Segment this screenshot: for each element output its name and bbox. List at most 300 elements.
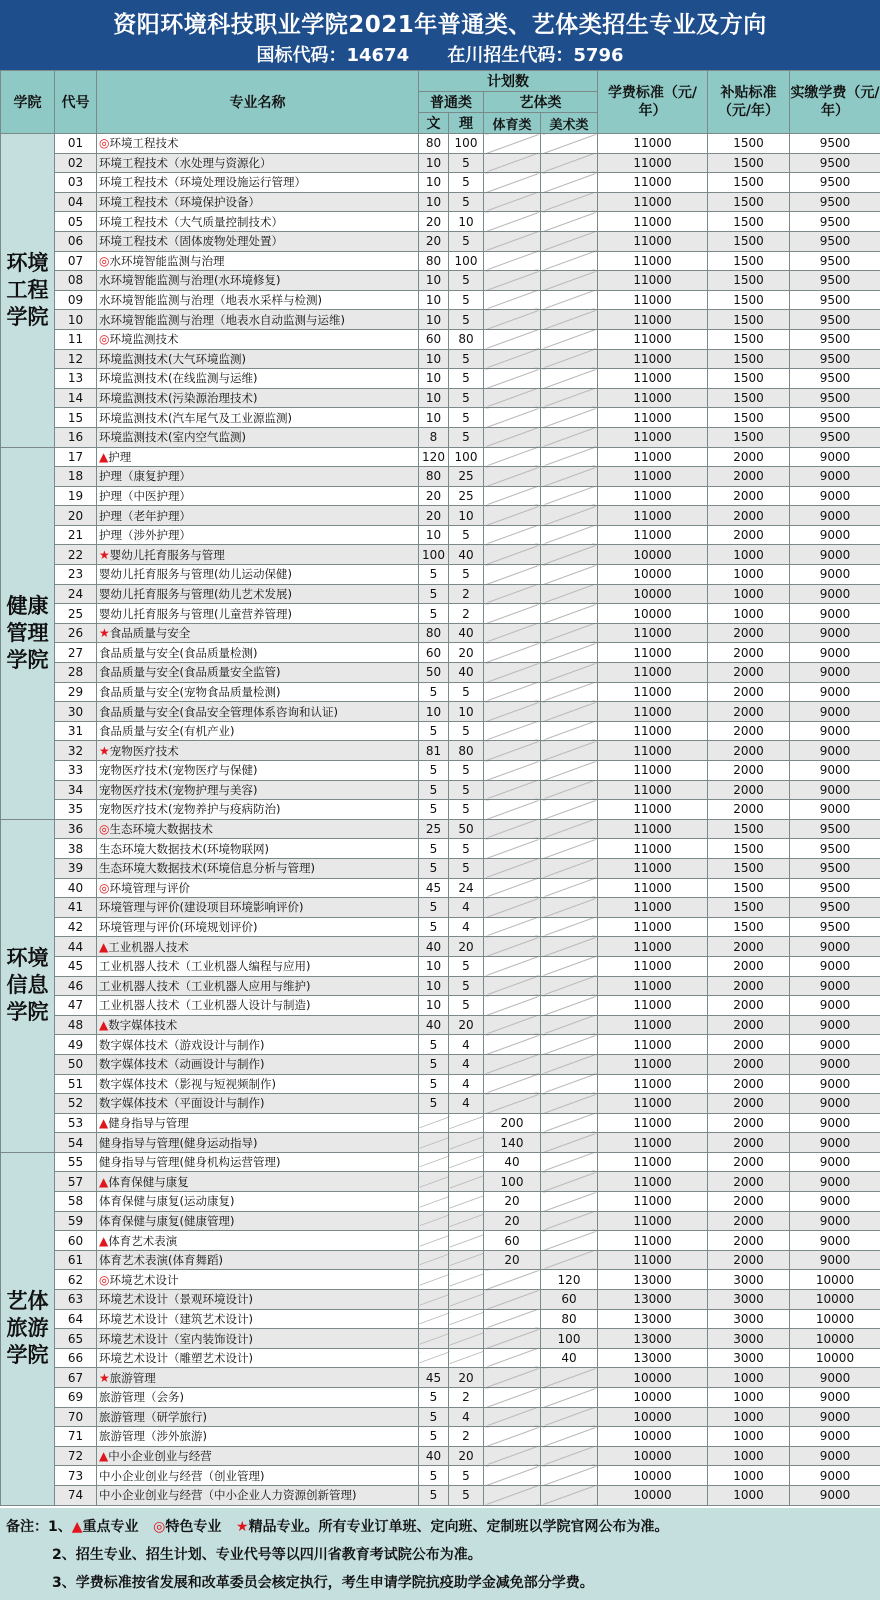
plan-wen <box>419 1250 449 1270</box>
plan-sports <box>484 310 541 330</box>
plan-wen: 20 <box>419 212 449 232</box>
table-row <box>1 447 880 467</box>
major-name: 宠物医疗技术(宠物医疗与保健) <box>99 763 258 778</box>
major-name: 护理（中医护理） <box>99 488 191 503</box>
major-name-cell <box>97 290 419 310</box>
tuition: 11000 <box>598 643 708 663</box>
subsidy: 2000 <box>708 1074 790 1094</box>
note-line-1 <box>6 1516 669 1536</box>
major-name: 旅游管理（会务) <box>99 1390 184 1405</box>
major-name-cell <box>97 956 419 976</box>
subsidy: 1000 <box>708 1466 790 1486</box>
plan-fine-arts <box>541 1427 598 1447</box>
featured-major-label: 特色专业 <box>165 1519 222 1535</box>
plan-sports: 40 <box>484 1152 541 1172</box>
major-code: 44 <box>55 937 97 957</box>
major-code: 19 <box>55 486 97 506</box>
plan-sports <box>484 1035 541 1055</box>
plan-sports <box>484 1270 541 1290</box>
major-code: 38 <box>55 839 97 859</box>
major-name-cell <box>97 1054 419 1074</box>
major-code: 13 <box>55 369 97 389</box>
tuition: 11000 <box>598 721 708 741</box>
tuition: 11000 <box>598 702 708 722</box>
plan-sports <box>484 427 541 447</box>
major-name-cell <box>97 1094 419 1114</box>
tuition: 11000 <box>598 271 708 291</box>
plan-fine-arts <box>541 682 598 702</box>
plan-fine-arts <box>541 212 598 232</box>
key-major-icon: ▲ <box>99 1018 109 1033</box>
plan-wen: 10 <box>419 408 449 428</box>
subsidy: 2000 <box>708 741 790 761</box>
col-tuition: 学费标准（元/年） <box>598 71 708 134</box>
major-code: 23 <box>55 565 97 585</box>
plan-wen: 5 <box>419 898 449 918</box>
major-code: 27 <box>55 643 97 663</box>
featured-major-icon: ◎ <box>99 253 110 268</box>
plan-fine-arts <box>541 388 598 408</box>
tuition: 10000 <box>598 1466 708 1486</box>
plan-fine-arts <box>541 369 598 389</box>
table-row <box>1 329 880 349</box>
subsidy: 1500 <box>708 898 790 918</box>
subsidy: 3000 <box>708 1309 790 1329</box>
plan-fine-arts <box>541 1407 598 1427</box>
key-major-icon: ▲ <box>99 1174 109 1189</box>
major-name-cell <box>97 1035 419 1055</box>
table-row <box>1 506 880 526</box>
major-code: 33 <box>55 761 97 781</box>
actual-fee: 9500 <box>790 231 880 251</box>
subsidy: 2000 <box>708 976 790 996</box>
actual-fee: 9500 <box>790 839 880 859</box>
major-code: 14 <box>55 388 97 408</box>
major-code: 48 <box>55 1015 97 1035</box>
plan-wen: 5 <box>419 1466 449 1486</box>
tuition: 11000 <box>598 976 708 996</box>
plan-fine-arts <box>541 486 598 506</box>
major-name-cell <box>97 1466 419 1486</box>
plan-wen: 20 <box>419 506 449 526</box>
plan-li: 5 <box>449 349 484 369</box>
subsidy: 1500 <box>708 878 790 898</box>
actual-fee: 9000 <box>790 1054 880 1074</box>
plan-li: 20 <box>449 1446 484 1466</box>
major-name: 环境工程技术（环境保护设备） <box>99 195 260 210</box>
featured-major-icon: ◎ <box>99 1272 110 1287</box>
actual-fee: 9000 <box>790 525 880 545</box>
major-code: 28 <box>55 663 97 683</box>
major-code: 67 <box>55 1368 97 1388</box>
tuition: 11000 <box>598 173 708 193</box>
major-name-cell <box>97 604 419 624</box>
plan-li: 4 <box>449 898 484 918</box>
table-row <box>1 721 880 741</box>
plan-wen: 80 <box>419 623 449 643</box>
plan-wen <box>419 1290 449 1310</box>
plan-li: 25 <box>449 467 484 487</box>
table-row <box>1 1035 880 1055</box>
major-name-cell <box>97 682 419 702</box>
plan-wen: 5 <box>419 682 449 702</box>
tuition: 11000 <box>598 682 708 702</box>
subsidy: 1000 <box>708 1485 790 1505</box>
table-row <box>1 212 880 232</box>
plan-sports <box>484 173 541 193</box>
major-name-cell <box>97 1329 419 1349</box>
plan-sports <box>484 1368 541 1388</box>
major-name: 婴幼儿托育服务与管理(幼儿艺术发展) <box>99 586 292 601</box>
plan-sports <box>484 956 541 976</box>
plan-wen: 5 <box>419 917 449 937</box>
major-code: 50 <box>55 1054 97 1074</box>
plan-sports <box>484 663 541 683</box>
plan-fine-arts <box>541 565 598 585</box>
plan-wen <box>419 1231 449 1251</box>
major-code: 57 <box>55 1172 97 1192</box>
plan-li: 5 <box>449 839 484 859</box>
plan-li: 100 <box>449 251 484 271</box>
plan-li <box>449 1348 484 1368</box>
tuition: 10000 <box>598 604 708 624</box>
plan-li: 5 <box>449 231 484 251</box>
major-code: 41 <box>55 898 97 918</box>
table-row <box>1 819 880 839</box>
actual-fee: 9000 <box>790 1074 880 1094</box>
plan-li: 10 <box>449 212 484 232</box>
major-code: 72 <box>55 1446 97 1466</box>
major-name: 环境管理与评价 <box>109 880 190 895</box>
plan-wen: 81 <box>419 741 449 761</box>
actual-fee: 9500 <box>790 427 880 447</box>
plan-li <box>449 1329 484 1349</box>
subsidy: 1000 <box>708 1407 790 1427</box>
major-code: 20 <box>55 506 97 526</box>
quality-major-icon: ★ <box>99 1370 110 1385</box>
plan-fine-arts <box>541 447 598 467</box>
plan-fine-arts <box>541 192 598 212</box>
major-code: 51 <box>55 1074 97 1094</box>
plan-wen: 5 <box>419 1427 449 1447</box>
table-row <box>1 427 880 447</box>
major-code: 07 <box>55 251 97 271</box>
major-name-cell <box>97 388 419 408</box>
page-title: 资阳环境科技职业学院2021年普通类、艺体类招生专业及方向 <box>113 12 767 38</box>
plan-fine-arts <box>541 290 598 310</box>
actual-fee: 9000 <box>790 565 880 585</box>
plan-sports <box>484 839 541 859</box>
table-row <box>1 1407 880 1427</box>
major-name-cell <box>97 427 419 447</box>
major-name-cell <box>97 251 419 271</box>
major-name-cell <box>97 173 419 193</box>
plan-sports <box>484 761 541 781</box>
tuition: 11000 <box>598 134 708 154</box>
plan-wen <box>419 1329 449 1349</box>
plan-wen: 20 <box>419 231 449 251</box>
major-name: 数字媒体技术 <box>108 1018 178 1033</box>
table-row <box>1 1348 880 1368</box>
plan-wen <box>419 1309 449 1329</box>
table-row <box>1 780 880 800</box>
major-name: 中小企业创业与经营（中小企业人力资源创新管理) <box>99 1488 357 1503</box>
plan-li: 50 <box>449 819 484 839</box>
major-name-cell <box>97 153 419 173</box>
subsidy: 3000 <box>708 1329 790 1349</box>
plan-fine-arts <box>541 937 598 957</box>
tuition: 11000 <box>598 1113 708 1133</box>
tuition: 11000 <box>598 192 708 212</box>
tuition: 11000 <box>598 1231 708 1251</box>
major-name-cell <box>97 212 419 232</box>
tuition: 11000 <box>598 878 708 898</box>
subsidy: 2000 <box>708 682 790 702</box>
plan-sports <box>484 800 541 820</box>
actual-fee: 9500 <box>790 173 880 193</box>
table-row <box>1 290 880 310</box>
major-code: 08 <box>55 271 97 291</box>
major-name-cell <box>97 898 419 918</box>
plan-fine-arts <box>541 251 598 271</box>
plan-sports <box>484 917 541 937</box>
subsidy: 2000 <box>708 1250 790 1270</box>
featured-major-icon: ◎ <box>153 1519 166 1535</box>
major-code: 46 <box>55 976 97 996</box>
plan-sports <box>484 134 541 154</box>
plan-fine-arts <box>541 663 598 683</box>
tuition: 11000 <box>598 467 708 487</box>
major-name-cell <box>97 1427 419 1447</box>
plan-sports <box>484 1309 541 1329</box>
featured-major-icon: ◎ <box>99 822 110 837</box>
actual-fee: 9500 <box>790 388 880 408</box>
plan-li: 2 <box>449 1388 484 1408</box>
plan-sports <box>484 819 541 839</box>
plan-sports <box>484 898 541 918</box>
plan-wen: 10 <box>419 525 449 545</box>
col-general: 普通类 <box>419 92 484 113</box>
plan-li: 100 <box>449 134 484 154</box>
major-name: 环境工程技术（环境处理设施运行管理） <box>99 175 306 190</box>
plan-li: 5 <box>449 153 484 173</box>
actual-fee: 9500 <box>790 329 880 349</box>
plan-wen: 40 <box>419 1015 449 1035</box>
plan-sports <box>484 251 541 271</box>
plan-li: 5 <box>449 682 484 702</box>
subsidy: 1000 <box>708 565 790 585</box>
major-code: 12 <box>55 349 97 369</box>
quality-major-icon: ★ <box>99 743 110 758</box>
major-name-cell <box>97 486 419 506</box>
table-row <box>1 741 880 761</box>
actual-fee: 9000 <box>790 467 880 487</box>
plan-sports <box>484 486 541 506</box>
major-code: 39 <box>55 858 97 878</box>
plan-fine-arts <box>541 1054 598 1074</box>
table-row <box>1 663 880 683</box>
subsidy: 1500 <box>708 310 790 330</box>
table-row <box>1 1270 880 1290</box>
tuition: 11000 <box>598 819 708 839</box>
tuition: 11000 <box>598 1250 708 1270</box>
table-row <box>1 1250 880 1270</box>
plan-li: 5 <box>449 271 484 291</box>
col-sports: 体育类 <box>484 113 541 134</box>
plan-fine-arts <box>541 623 598 643</box>
subsidy: 1500 <box>708 839 790 859</box>
table-row <box>1 408 880 428</box>
national-code: 国标代码：14674 <box>256 45 410 66</box>
plan-sports <box>484 231 541 251</box>
plan-sports <box>484 192 541 212</box>
major-name: 环境管理与评价(建设项目环境影响评价) <box>99 900 304 915</box>
plan-fine-arts: 60 <box>541 1290 598 1310</box>
actual-fee: 9000 <box>790 447 880 467</box>
plan-sports <box>484 702 541 722</box>
table-row <box>1 996 880 1016</box>
plan-li: 5 <box>449 1485 484 1505</box>
major-code: 74 <box>55 1485 97 1505</box>
plan-sports <box>484 290 541 310</box>
featured-major-icon: ◎ <box>99 332 110 347</box>
actual-fee: 9000 <box>790 1113 880 1133</box>
major-name-cell <box>97 1074 419 1094</box>
subsidy: 2000 <box>708 721 790 741</box>
major-code: 21 <box>55 525 97 545</box>
plan-wen <box>419 1270 449 1290</box>
note-prefix: 备注：1、 <box>6 1519 72 1535</box>
plan-sports: 20 <box>484 1250 541 1270</box>
major-name: 环境监测技术(大气环境监测) <box>99 351 246 366</box>
plan-li: 25 <box>449 486 484 506</box>
plan-fine-arts <box>541 231 598 251</box>
actual-fee: 9000 <box>790 506 880 526</box>
table-row <box>1 1192 880 1212</box>
major-name-cell <box>97 1368 419 1388</box>
subsidy: 1500 <box>708 427 790 447</box>
plan-wen: 25 <box>419 819 449 839</box>
quality-major-icon: ★ <box>236 1519 249 1535</box>
tuition: 10000 <box>598 545 708 565</box>
quality-major-label: 精品专业。所有专业订单班、定向班、定制班以学院官网公布为准。 <box>248 1519 669 1535</box>
subsidy: 1500 <box>708 173 790 193</box>
table-row <box>1 702 880 722</box>
plan-li: 2 <box>449 584 484 604</box>
plan-wen: 10 <box>419 290 449 310</box>
plan-li: 5 <box>449 192 484 212</box>
subsidy: 2000 <box>708 663 790 683</box>
major-name-cell <box>97 1290 419 1310</box>
major-name: 宠物医疗技术(宠物养护与疫病防治) <box>99 802 281 817</box>
plan-li: 5 <box>449 956 484 976</box>
plan-sports: 20 <box>484 1211 541 1231</box>
major-name-cell <box>97 525 419 545</box>
subsidy: 2000 <box>708 1035 790 1055</box>
actual-fee: 9500 <box>790 192 880 212</box>
plan-fine-arts <box>541 1172 598 1192</box>
major-name-cell <box>97 1192 419 1212</box>
major-name-cell <box>97 584 419 604</box>
subsidy: 2000 <box>708 486 790 506</box>
plan-li: 5 <box>449 427 484 447</box>
plan-wen <box>419 1348 449 1368</box>
col-plan: 计划数 <box>419 71 598 92</box>
college-name: 健康管理学院 <box>1 447 55 819</box>
plan-sports <box>484 525 541 545</box>
major-name-cell <box>97 565 419 585</box>
major-name-cell <box>97 369 419 389</box>
major-code: 18 <box>55 467 97 487</box>
table-row <box>1 643 880 663</box>
table-row <box>1 1231 880 1251</box>
plan-wen: 100 <box>419 545 449 565</box>
actual-fee: 10000 <box>790 1309 880 1329</box>
major-code: 35 <box>55 800 97 820</box>
plan-fine-arts <box>541 1133 598 1153</box>
major-name: 中小企业创业与经营（创业管理) <box>99 1468 265 1483</box>
col-li: 理 <box>449 113 484 134</box>
plan-fine-arts <box>541 1388 598 1408</box>
tuition: 11000 <box>598 1172 708 1192</box>
tuition: 10000 <box>598 565 708 585</box>
tuition: 11000 <box>598 212 708 232</box>
sichuan-code: 在川招生代码：5796 <box>447 45 624 66</box>
major-name-cell <box>97 231 419 251</box>
major-code: 65 <box>55 1329 97 1349</box>
plan-li: 5 <box>449 976 484 996</box>
plan-wen: 5 <box>419 1094 449 1114</box>
table-row <box>1 1113 880 1133</box>
plan-sports <box>484 1348 541 1368</box>
major-code: 55 <box>55 1152 97 1172</box>
subsidy: 1500 <box>708 329 790 349</box>
tuition: 11000 <box>598 310 708 330</box>
plan-wen: 5 <box>419 858 449 878</box>
major-name-cell <box>97 1113 419 1133</box>
tuition: 10000 <box>598 1368 708 1388</box>
plan-fine-arts: 40 <box>541 1348 598 1368</box>
plan-sports: 20 <box>484 1192 541 1212</box>
plan-fine-arts <box>541 1094 598 1114</box>
subsidy: 2000 <box>708 525 790 545</box>
actual-fee: 9000 <box>790 1466 880 1486</box>
subsidy: 2000 <box>708 467 790 487</box>
notes <box>0 1508 880 1600</box>
plan-li: 4 <box>449 1407 484 1427</box>
table-row <box>1 1466 880 1486</box>
plan-wen: 80 <box>419 251 449 271</box>
plan-li: 5 <box>449 721 484 741</box>
major-code: 09 <box>55 290 97 310</box>
col-college: 学院 <box>1 71 55 134</box>
plan-sports <box>484 1290 541 1310</box>
subsidy: 1500 <box>708 819 790 839</box>
table-row <box>1 1290 880 1310</box>
plan-wen: 5 <box>419 780 449 800</box>
table-row <box>1 1427 880 1447</box>
table-row <box>1 1485 880 1505</box>
major-name-cell <box>97 1388 419 1408</box>
tuition: 11000 <box>598 956 708 976</box>
subsidy: 3000 <box>708 1348 790 1368</box>
plan-fine-arts <box>541 506 598 526</box>
major-code: 59 <box>55 1211 97 1231</box>
tuition: 10000 <box>598 1427 708 1447</box>
subsidy: 2000 <box>708 1152 790 1172</box>
major-name: 环境监测技术(在线监测与运维) <box>99 371 258 386</box>
subsidy: 1500 <box>708 134 790 154</box>
